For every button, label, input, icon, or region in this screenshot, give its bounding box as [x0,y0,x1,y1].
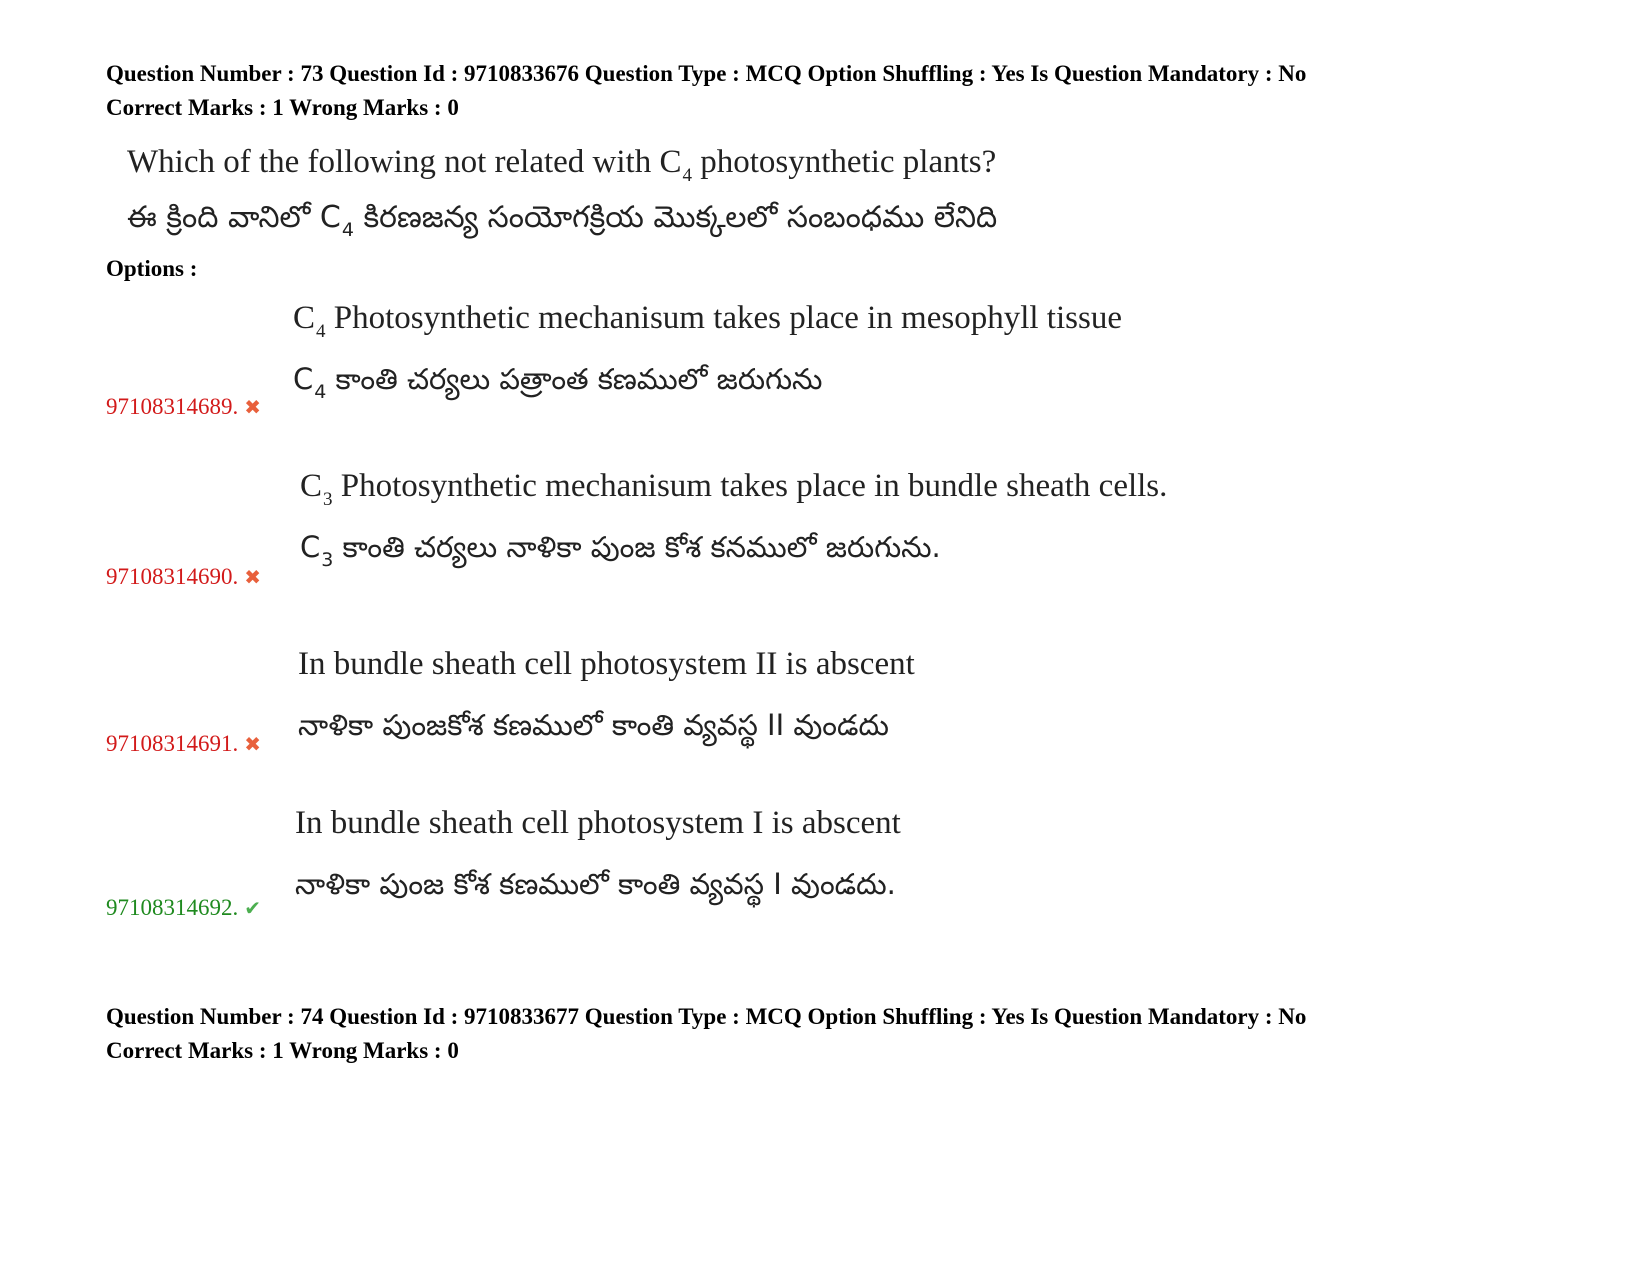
option-subscript: 4 [316,321,326,342]
question-73-text-telugu [127,200,997,242]
question-en-part: photosynthetic plants? [691,144,997,180]
question-en-subscript: 4 [682,165,692,186]
question-te-subscript: 4 [341,219,354,241]
option-3-text-english: In bundle sheath cell photosystem II is abscent [298,646,915,682]
cross-icon: ✖ [244,565,262,589]
cross-icon: ✖ [244,732,262,756]
option-subscript: 4 [314,381,327,403]
option-2-id [106,564,261,590]
question-74-meta-line2: Correct Marks : 1 Wrong Marks : 0 [106,1038,459,1063]
option-text-part: Photosynthetic mechanisum takes place in mesophyll tissue [325,300,1122,336]
option-text-part: C [293,300,316,336]
option-id-text: 97108314690. [106,564,239,589]
option-text-part: కాంతి చర్యలు పత్రాంత కణములో జరుగును [326,362,823,396]
option-1-text-english [293,300,1122,343]
option-text-part: కాంతి చర్యలు నాళికా పుంజ కోశ కనములో జరుగును. [333,530,941,564]
option-subscript: 3 [321,549,334,571]
question-te-part: కిరణజన్య సంయోగక్రియ మొక్కలలో సంబంధము లేనిది [353,200,998,235]
option-id-text: 97108314689. [106,394,239,419]
option-text-part: C [300,530,321,564]
option-id-text: 97108314692. [106,895,239,920]
question-73-meta-line2: Correct Marks : 1 Wrong Marks : 0 [106,95,459,120]
question-74-meta-line1: Question Number : 74 Question Id : 9710833677 Question Type : MCQ Option Shuffling : Yes Is Question Mandatory : No [106,1004,1307,1029]
question-73-meta-line1: Question Number : 73 Question Id : 9710833676 Question Type : MCQ Option Shuffling : Yes Is Question Mandatory : No [106,61,1307,86]
question-te-part: ఈ క్రింది వానిలో C [127,200,341,235]
option-1-text-telugu [293,362,822,404]
option-4-text-telugu: నాళికా పుంజ కోశ కణములో కాంతి వ్యవస్థ I వుండదు. [295,867,896,901]
option-subscript: 3 [323,489,333,510]
option-text-part: C [300,468,323,504]
question-73-header [106,57,1306,125]
option-3-text-telugu: నాళికా పుంజకోశ కణములో కాంతి వ్యవస్థ II వుండదు [298,708,889,742]
option-text-part: Photosynthetic mechanisum takes place in bundle sheath cells. [332,468,1168,504]
option-2-text-english [300,468,1167,511]
option-4-text-english: In bundle sheath cell photosystem I is abscent [295,805,901,841]
check-icon: ✔ [244,896,262,920]
option-2-text-telugu [300,530,941,572]
option-4-id [106,895,261,921]
option-1-id [106,394,261,420]
question-74-header [106,1000,1306,1068]
question-73-text-english [127,142,996,196]
question-en-part: Which of the following not related with C [127,144,682,180]
cross-icon: ✖ [244,395,262,419]
option-text-part: C [293,362,314,396]
option-3-id [106,731,261,757]
option-id-text: 97108314691. [106,731,239,756]
options-label: Options : [106,256,198,281]
